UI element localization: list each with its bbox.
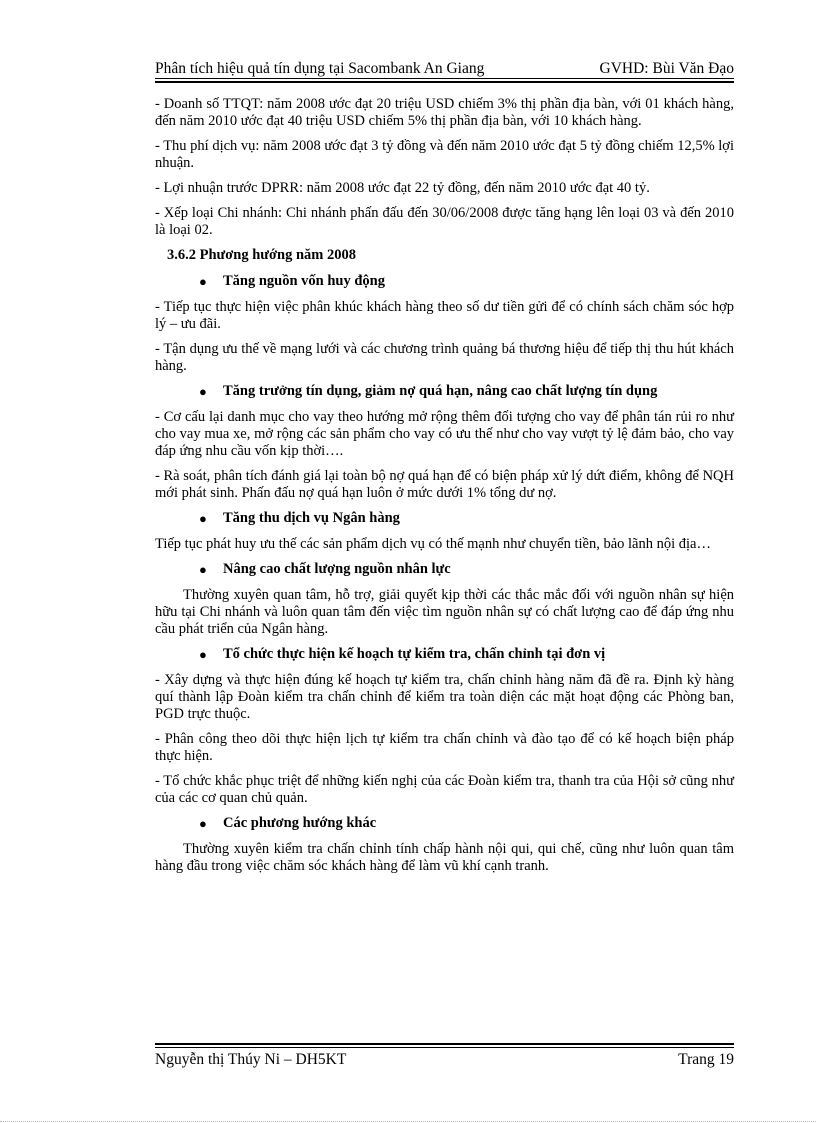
bullet-heading — [155, 561, 734, 578]
bullet-heading-text: Tăng nguồn vốn huy động — [223, 273, 385, 289]
bullet-heading-text: Tăng thu dịch vụ Ngân hàng — [223, 510, 400, 526]
paragraph: - Thu phí dịch vụ: năm 2008 ước đạt 3 tỷ đồng và đến năm 2010 ước đạt 5 tỷ đồng chiếm 12,5% lợi nhuận. — [155, 138, 734, 171]
header-advisor: GVHD: Bùi Văn Đạo — [599, 60, 734, 77]
paragraph: - Tận dụng ưu thế về mạng lưới và các chương trình quảng bá thương hiệu để tiếp thị thu hút khách hàng. — [155, 341, 734, 374]
bullet-heading-text: Nâng cao chất lượng nguồn nhân lực — [223, 561, 451, 577]
bullet-heading — [155, 273, 734, 290]
paragraph: - Xếp loại Chi nhánh: Chi nhánh phấn đấu đến 30/06/2008 được tăng hạng lên loại 03 và đến 2010 là loại 02. — [155, 205, 734, 238]
header-rule-thick — [155, 81, 734, 83]
page-footer — [155, 1051, 734, 1069]
bullet-heading — [155, 815, 734, 832]
bullet-heading-text: Tổ chức thực hiện kế hoạch tự kiểm tra, chấn chỉnh tại đơn vị — [223, 646, 606, 662]
bullet-heading-text: Tăng trưởng tín dụng, giảm nợ quá hạn, nâng cao chất lượng tín dụng — [223, 383, 658, 399]
footer-rule-thick — [155, 1043, 734, 1045]
paragraph: Thường xuyên quan tâm, hỗ trợ, giải quyết kịp thời các thắc mắc đối với nguồn nhân sự hiện hữu tại Chi nhánh và luôn quan tâm đến việc tìm nguồn nhân sự có chất lượng cao để đáp ứng nhu cầu phát triển của Ngân hàng. — [155, 587, 734, 637]
paragraph: - Doanh số TTQT: năm 2008 ước đạt 20 triệu USD chiếm 3% thị phần địa bàn, với 01 khách hàng, đến năm 2010 ước đạt 40 triệu USD chiếm 5% thị phần địa bàn, với 10 khách hàng. — [155, 96, 734, 129]
section-heading: 3.6.2 Phương hướng năm 2008 — [167, 247, 356, 263]
bullet-heading — [155, 383, 734, 400]
page-header — [155, 56, 734, 78]
bullet-icon: ● — [199, 384, 207, 399]
paragraph: - Tổ chức khắc phục triệt để những kiến nghị của các Đoàn kiểm tra, thanh tra của Hội sở cũng như của các cơ quan chủ quản. — [155, 773, 734, 806]
paragraph: - Phân công theo dõi thực hiện lịch tự kiểm tra chấn chỉnh và đào tạo để có kế hoạch biện pháp thực hiện. — [155, 731, 734, 764]
bullet-heading — [155, 646, 734, 663]
paragraph: - Lợi nhuận trước DPRR: năm 2008 ước đạt 22 tỷ đồng, đến năm 2010 ước đạt 40 tỷ. — [155, 180, 650, 196]
bullet-icon: ● — [199, 562, 207, 577]
page-content — [155, 96, 734, 883]
bullet-icon: ● — [199, 511, 207, 526]
paragraph: - Cơ cấu lại danh mục cho vay theo hướng mở rộng thêm đối tượng cho vay để phân tán rủi ro như cho vay mua xe, mở rộng các sản phẩm cho vay có ưu thế như cho vay vượt tỷ lệ đảm bảo, cho vay đáp ứng nhu cầu vốn kịp thời…. — [155, 409, 734, 459]
header-title: Phân tích hiệu quả tín dụng tại Sacombank An Giang — [155, 60, 485, 77]
bullet-heading-text: Các phương hướng khác — [223, 815, 377, 831]
page-boundary — [0, 1121, 816, 1122]
paragraph: - Rà soát, phân tích đánh giá lại toàn bộ nợ quá hạn để có biện pháp xử lý dứt điểm, không để NQH mới phát sinh. Phấn đấu nợ quá hạn luôn ở mức dưới 1% tổng dư nợ. — [155, 468, 734, 501]
footer-author: Nguyễn thị Thúy Ni – DH5KT — [155, 1051, 347, 1068]
paragraph: - Tiếp tục thực hiện việc phân khúc khách hàng theo số dư tiền gửi để có chính sách chăm sóc hợp lý – ưu đãi. — [155, 299, 734, 332]
bullet-icon: ● — [199, 274, 207, 289]
bullet-icon: ● — [199, 647, 207, 662]
header-rule-thin — [155, 78, 734, 79]
paragraph: Tiếp tục phát huy ưu thế các sản phẩm dịch vụ có thế mạnh như chuyển tiền, bảo lãnh nội địa… — [155, 536, 711, 552]
footer-rule-thin — [155, 1047, 734, 1048]
paragraph: Thường xuyên kiểm tra chấn chỉnh tính chấp hành nội qui, qui chế, cũng như luôn quan tâm hàng đầu trong việc chăm sóc khách hàng để làm vũ khí cạnh tranh. — [155, 841, 734, 874]
bullet-icon: ● — [199, 816, 207, 831]
paragraph: - Xây dựng và thực hiện đúng kế hoạch tự kiểm tra, chấn chỉnh hàng năm đã đề ra. Định kỳ hàng quí thành lập Đoàn kiểm tra chấn chỉnh để kiểm tra toàn diện các mặt hoạt động các Phòng ban, PGD trực thuộc. — [155, 672, 734, 722]
bullet-heading — [155, 510, 734, 527]
page-number: Trang 19 — [678, 1051, 734, 1068]
